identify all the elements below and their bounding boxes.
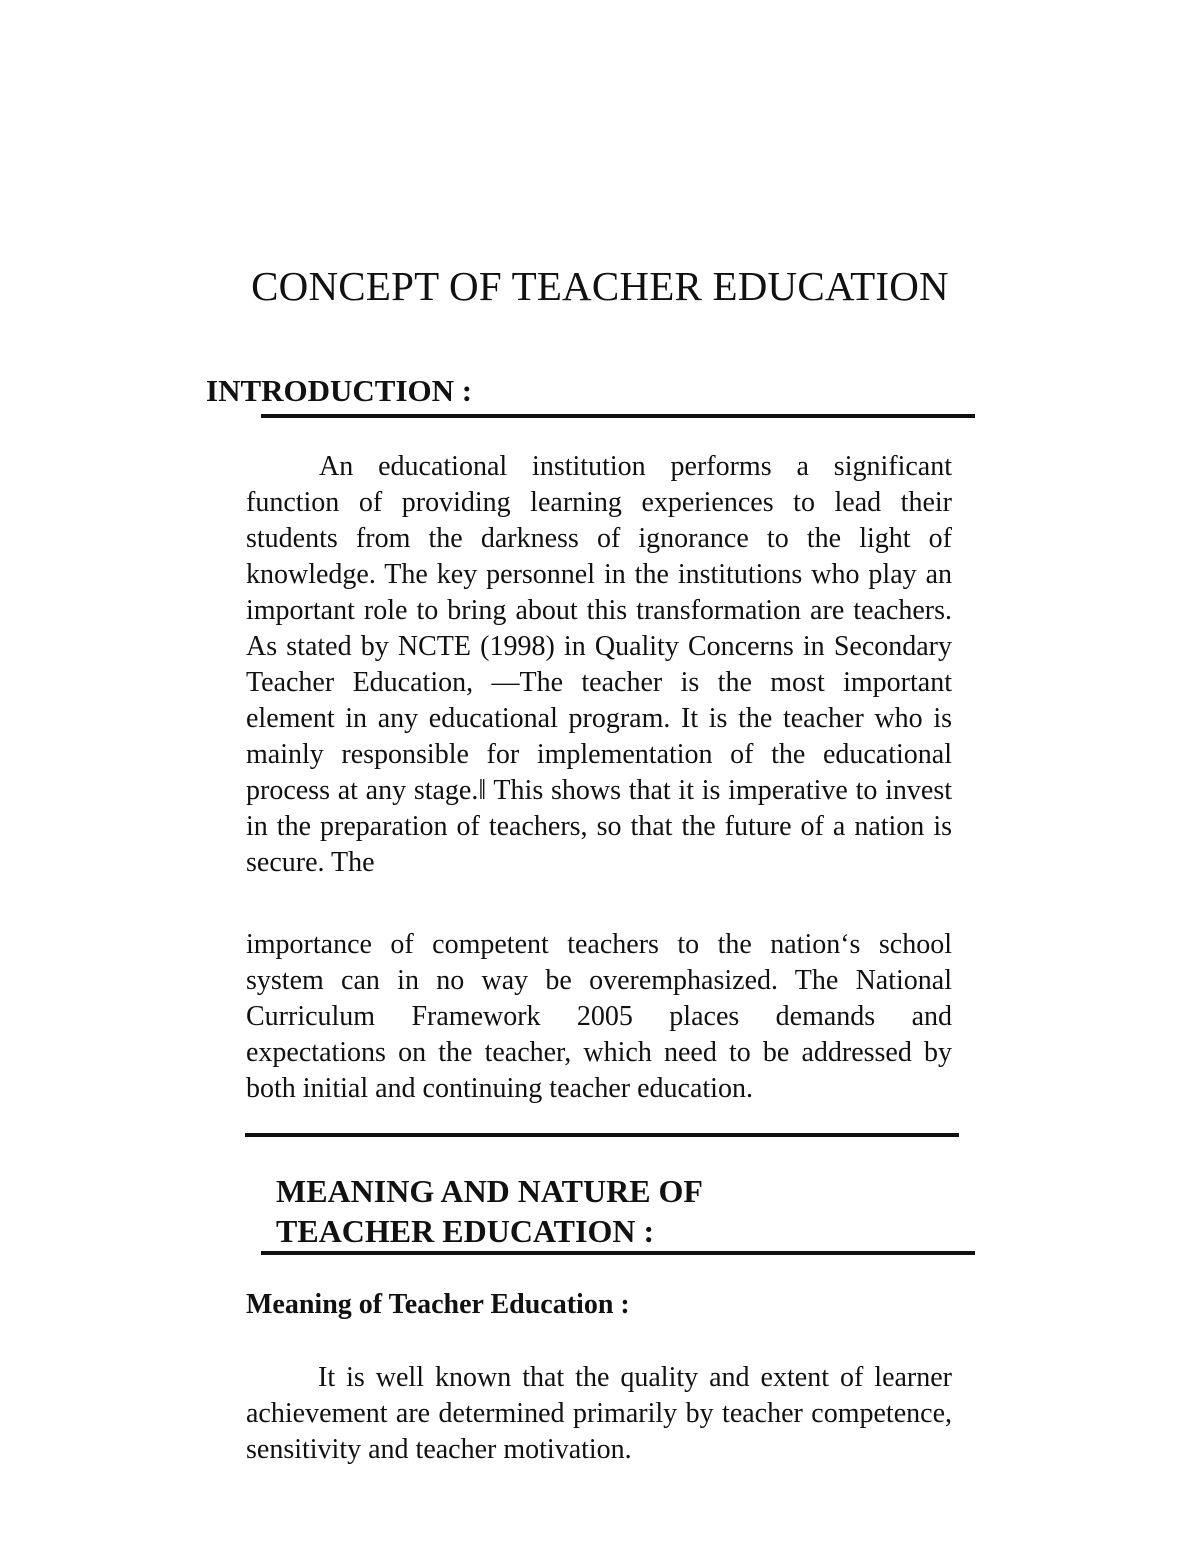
introduction-paragraph-continued: importance of competent teachers to the nation‘s school system can in no way be overemphasized. The National Curriculum Framework 2005 places demands and expectations on the teacher, which need to be addressed by both initial and continuing teacher education. [246,929,952,1104]
meaning-nature-heading [276,1171,836,1251]
meaning-subheading: Meaning of Teacher Education : [246,1289,630,1320]
page-title: CONCEPT OF TEACHER EDUCATION [251,263,949,309]
section-divider [245,1133,959,1137]
introduction-paragraph: An educational institution performs a significant function of providing learning experiences to lead their students from the darkness of ignorance to the light of knowledge. The key personnel in the institutions who play an important role to bring about this transformation are teachers. As stated by NCTE (1998) in Quality Concerns in Secondary Teacher Education, ―The teacher is the most important element in any educational program. It is the teacher who is mainly responsible for implementation of the educational process at any stage.‖ This shows that it is imperative to invest in the preparation of teachers, so that the future of a nation is secure. The [246,451,952,878]
meaning-paragraph: It is well known that the quality and extent of learner achievement are determined primarily by teacher competence, sensitivity and teacher motivation. [246,1362,952,1465]
introduction-heading: INTRODUCTION : [206,373,473,408]
introduction-underline [261,414,975,418]
meaning-nature-heading-line1: MEANING AND NATURE OF [276,1173,703,1209]
meaning-nature-heading-line2: TEACHER EDUCATION : [276,1213,655,1249]
meaning-nature-underline [261,1251,975,1255]
